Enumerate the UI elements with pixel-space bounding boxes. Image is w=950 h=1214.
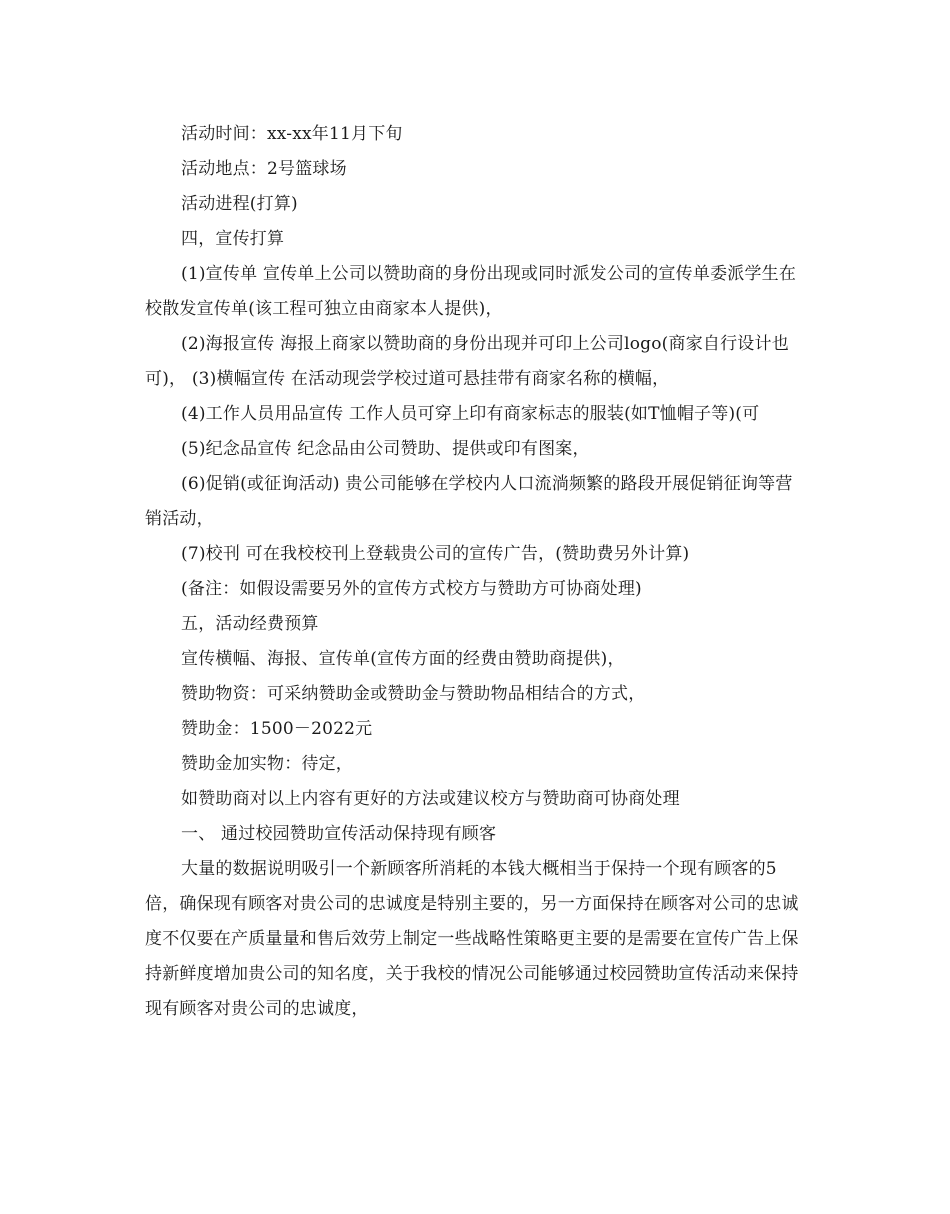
paragraph-budget-materials: 宣传横幅、海报、宣传单(宣传方面的经费由赞助商提供)， (181, 649, 625, 669)
paragraph-activity-process: 活动进程(打算) (181, 194, 298, 214)
paragraph-staff-items-promotion: (4)工作人员用品宣传 工作人员可穿上印有商家标志的服装(如T恤帽子等)(可 (181, 404, 760, 424)
paragraph-school-journal: (7)校刊 可在我校校刊上登载贵公司的宣传广告，(赞助费另外计算) (181, 544, 690, 564)
section-heading-promotion-plan: 四，宣传打算 (181, 229, 285, 249)
paragraph-remark: (备注：如假设需要另外的宣传方式校方与赞助方可协商处理) (181, 579, 642, 599)
paragraph-retain-customers-body: 大量的数据说明吸引一个新顾客所消耗的本钱大概相当于保持一个现有顾客的5倍，确保现有顾客对贵公司的忠诚度是特别主要的，另一方面保持在顾客对公司的忠诚度不仅要在产质量量和售后效劳上制定一些战略性策略更主要的是需要在宣传广告上保持新鲜度增加贵公司的知名度，关于我校的情况公司能够通过校园赞助宣传活动来保持现有顾客对贵公司的忠诚度， (145, 859, 799, 1019)
paragraph-souvenir-promotion: (5)纪念品宣传 纪念品由公司赞助、提供或印有图案， (181, 439, 590, 459)
paragraph-sponsorship-amount: 赞助金：1500－2022元 (181, 719, 373, 739)
paragraph-activity-location: 活动地点：2号篮球场 (181, 159, 347, 179)
document-body (145, 117, 805, 1027)
paragraph-sponsorship-in-kind: 赞助金加实物：待定， (181, 754, 353, 774)
paragraph-sales-promotion: (6)促销(或征询活动) 贵公司能够在学校内人口流淌频繁的路段开展促销征询等营销活动， (145, 474, 793, 529)
paragraph-poster-banner-promotion: (2)海报宣传 海报上商家以赞助商的身份出现并可印上公司logo(商家自行设计也可)， (3)横幅宣传 在活动现尝学校过道可悬挂带有商家名称的横幅， (145, 334, 789, 389)
section-heading-retain-customers: 一、 通过校园赞助宣传活动保持现有顾客 (181, 824, 497, 844)
paragraph-activity-time: 活动时间：xx-xx年11月下旬 (181, 124, 403, 144)
paragraph-sponsorship-supplies: 赞助物资：可采纳赞助金或赞助金与赞助物品相结合的方式， (181, 684, 646, 704)
paragraph-suggestions: 如赞助商对以上内容有更好的方法或建议校方与赞助商可协商处理 (181, 789, 680, 809)
section-heading-budget: 五，活动经费预算 (181, 614, 319, 634)
paragraph-flyer-promotion: (1)宣传单 宣传单上公司以赞助商的身份出现或同时派发公司的宣传单委派学生在校散发宣传单(该工程可独立由商家本人提供)， (145, 264, 797, 319)
